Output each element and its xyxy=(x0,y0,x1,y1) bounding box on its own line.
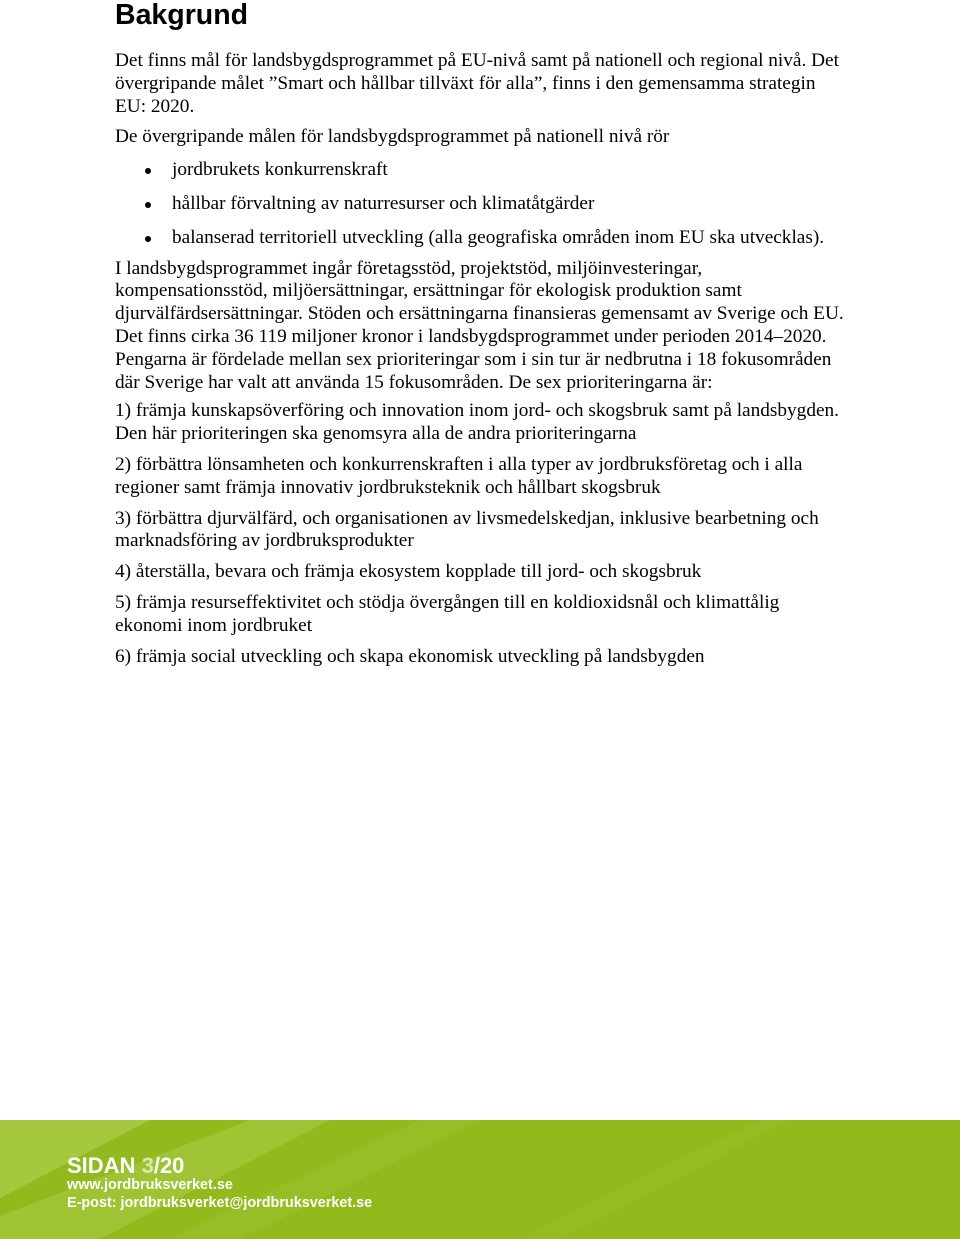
priority-item: 1) främja kunskapsöverföring och innovation inom jord- och skogsbruk samt på landsbygden. Den här prioriteringen ska genomsyra alla de andra prioriteringarna xyxy=(115,400,839,445)
bullet-dot xyxy=(145,236,151,242)
bullet-dot xyxy=(145,202,151,208)
list-item xyxy=(115,159,847,182)
page-heading: Bakgrund xyxy=(115,0,249,31)
page-total: 20 xyxy=(159,1153,185,1178)
page-current: 3 xyxy=(141,1153,154,1178)
page-separator: / xyxy=(153,1153,160,1178)
goal-text: balanserad territoriell utveckling (alla geografiska områden inom EU ska utvecklas). xyxy=(172,226,825,248)
goal-text: jordbrukets konkurrenskraft xyxy=(172,159,388,181)
program-paragraph: I landsbygdsprogrammet ingår företagsstöd, projektstöd, miljöinvesteringar, kompensationsstöd, miljöersättningar, ersättningar för ekologisk produktion samt djurvälfärdsersättningar. Stöden och ersättningarna finansieras gemensamt av Sverige och EU. Det finns cirka 36 119 miljoner kronor i landsbygdsprogrammet under perioden 2014–2020. Pengarna är fördelade mellan sex prioriteringar som i sin tur är nedbrutna i 18 fokusområden där Sverige har valt att använda 15 fokusområden. De sex prioriteringarna är: xyxy=(115,257,844,393)
list-item xyxy=(115,227,847,250)
priority-item: 5) främja resurseffektivitet och stödja övergången till en koldioxidsnål och klimattålig ekonomi inom jordbruket xyxy=(115,591,780,636)
list-item xyxy=(115,193,847,216)
page-label: SIDAN xyxy=(67,1153,142,1178)
priority-item: 3) förbättra djurvälfärd, och organisationen av livsmedelskedjan, inklusive bearbetning och marknadsföring av jordbruksprodukter xyxy=(115,507,819,552)
page-number xyxy=(67,1154,184,1178)
intro-paragraph: Det finns mål för landsbygdsprogrammet på EU-nivå samt på nationell och regional nivå. Det övergripande målet ”Smart och hållbar tillväxt för alla”, finns i den gemensamma strategin EU: 2020. xyxy=(115,50,839,117)
goals-list xyxy=(115,159,847,249)
document-body xyxy=(115,50,847,676)
footer-stripe xyxy=(520,1120,790,1239)
page-footer xyxy=(0,1120,960,1239)
goal-text: hållbar förvaltning av naturresurser och klimatåtgärder xyxy=(172,192,595,214)
email-address: E-post: jordbruksverket@jordbruksverket.se xyxy=(67,1195,373,1211)
priority-item: 6) främja social utveckling och skapa ekonomisk utveckling på landsbygden xyxy=(115,645,705,667)
goals-intro-paragraph: De övergripande målen för landsbygdsprogrammet på nationell nivå rör xyxy=(115,126,670,148)
website-link: www.jordbruksverket.se xyxy=(67,1177,233,1193)
priority-item: 4) återställa, bevara och främja ekosystem kopplade till jord- och skogsbruk xyxy=(115,561,702,583)
priority-item: 2) förbättra lönsamheten och konkurrenskraften i alla typer av jordbruksföretag och i alla regioner samt främja innovativ jordbruksteknik och hållbart skogsbruk xyxy=(115,453,803,498)
bullet-dot xyxy=(145,168,151,174)
